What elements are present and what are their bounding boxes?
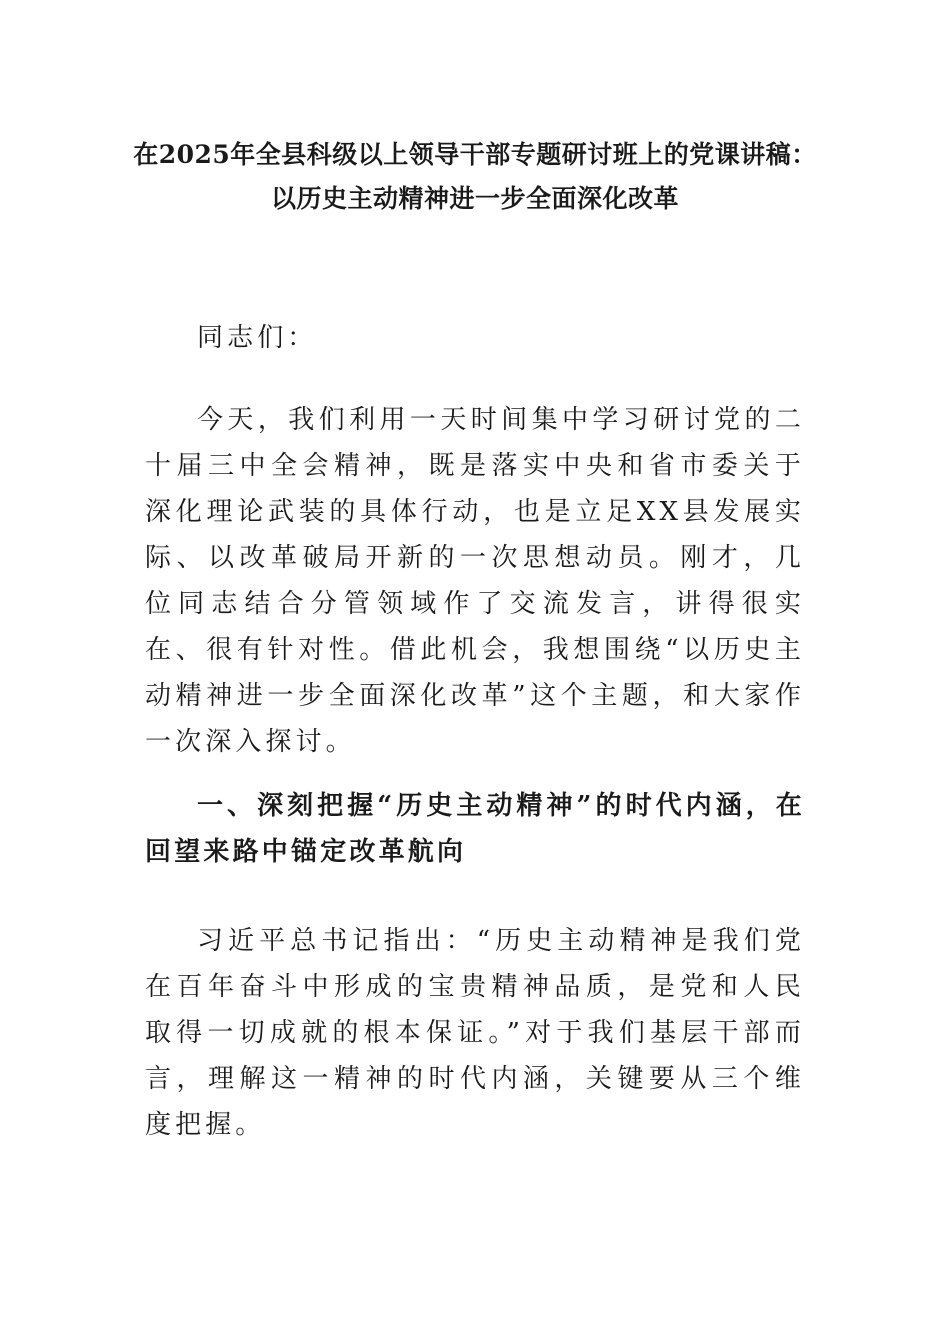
document-title-line-1: 在2025年全县科级以上领导干部专题研讨班上的党课讲稿： [133, 140, 817, 169]
section-heading-1: 一、深刻把握“历史主动精神”的时代内涵，在回望来路中锚定改革航向 [145, 791, 805, 867]
document-title-line-2: 以历史主动精神进一步全面深化改革 [270, 184, 679, 213]
salutation: 同志们： [197, 323, 318, 353]
intro-paragraph: 今天，我们利用一天时间集中学习研讨党的二十届三中全会精神，既是落实中央和省市委关于深化理论武装的具体行动，也是立足XX县发展实际、以改革破局开新的一次思想动员。刚才，几位同志结合分管领域作了交流发言，讲得很实在、很有针对性。借此机会，我想围绕“以历史主动精神进一步全面深化改革”这个主题，和大家作一次深入探讨。 [145, 405, 805, 757]
section-1-paragraph: 习近平总书记指出：“历史主动精神是我们党在百年奋斗中形成的宝贵精神品质，是党和人民取得一切成就的根本保证。”对于我们基层干部而言，理解这一精神的时代内涵，关键要从三个维度把握。 [145, 926, 805, 1140]
